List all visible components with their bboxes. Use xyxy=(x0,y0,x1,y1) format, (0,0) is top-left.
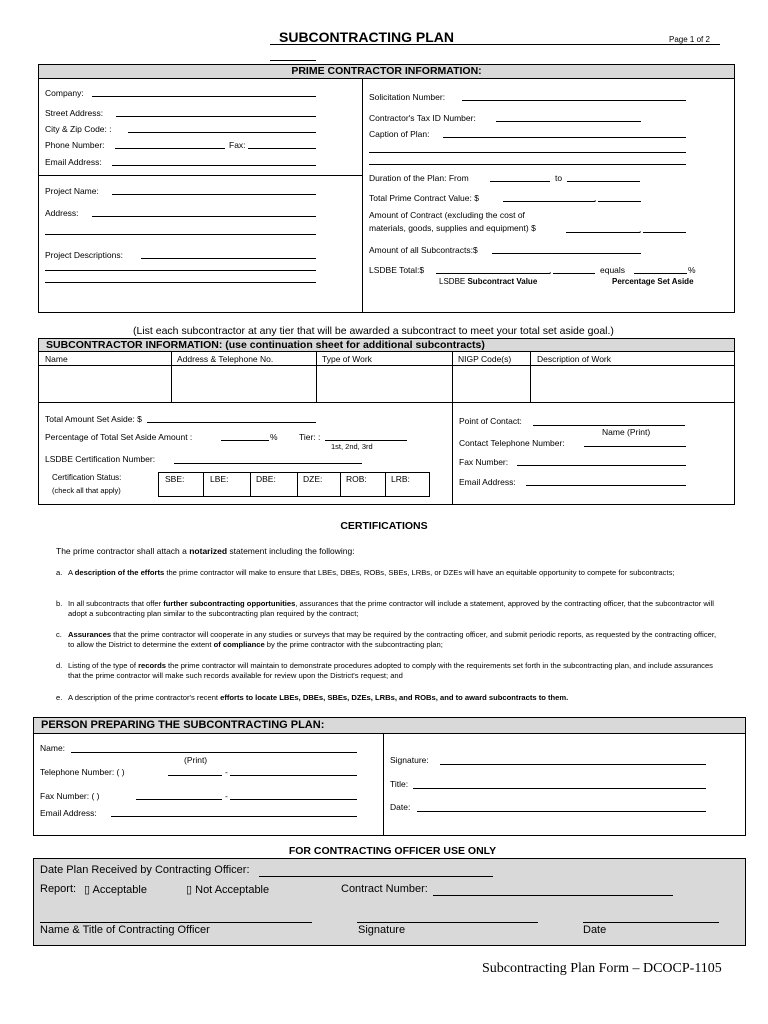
cert-b-post: , assurances that the prime contractor will include a statement, approved by the contracting officer, that the subcontractor will adopt a subcontracting plan similar to the subcontracting plan required by the contract; xyxy=(68,599,714,618)
sub-fax-field[interactable] xyxy=(517,465,686,466)
cert-a-post: the prime contractor will make to ensure that LBEs, DBEs, ROBs, SBEs, LRBs, or DZEs will have an equitable opportunity to compete for subcontracts; xyxy=(164,568,675,577)
percent-sign: % xyxy=(688,265,696,275)
fax-label: Fax: xyxy=(229,140,246,150)
cert-div-4 xyxy=(340,472,341,497)
not-acceptable-box-icon[interactable]: ▯ xyxy=(186,884,193,896)
amount-comma: , xyxy=(639,224,642,234)
city-field[interactable] xyxy=(128,132,316,133)
email-label: Email Address: xyxy=(45,157,102,167)
cert-a-pre: A xyxy=(68,568,75,577)
col-nigp: NIGP Code(s) xyxy=(458,354,512,364)
cert-rob[interactable]: ROB: xyxy=(346,474,367,484)
preparer-fax-field[interactable] xyxy=(230,799,357,800)
fax-field[interactable] xyxy=(248,148,316,149)
officer-signature-caption: Signature xyxy=(358,924,406,936)
name-print-caption: Name (Print) xyxy=(602,427,651,437)
sub-header-line xyxy=(38,365,735,366)
preparer-title-field[interactable] xyxy=(413,788,706,789)
cert-d-bold: records xyxy=(138,661,166,670)
preparer-date-label: Date: xyxy=(390,802,411,812)
officer-name-line[interactable] xyxy=(40,922,312,923)
preparer-phone-field[interactable] xyxy=(230,775,357,776)
cert-div-5 xyxy=(385,472,386,497)
phone-field[interactable] xyxy=(115,148,225,149)
preparer-divider xyxy=(383,734,384,836)
lsdbe-cert-field[interactable] xyxy=(174,463,362,464)
preparer-print-caption: (Print) xyxy=(184,755,208,765)
cert-letter-a: a. xyxy=(56,568,63,577)
col-type: Type of Work xyxy=(322,354,372,364)
sub-row-line xyxy=(38,402,735,403)
prime-divider xyxy=(362,79,363,313)
project-desc-field[interactable] xyxy=(141,258,316,259)
cert-item-e xyxy=(56,693,718,703)
date-received-label: Date Plan Received by Contracting Officer: xyxy=(40,864,250,876)
officer-date-caption: Date xyxy=(583,924,607,936)
project-name-label: Project Name: xyxy=(45,186,99,196)
all-subs-field[interactable] xyxy=(492,253,641,254)
tier-options: 1st, 2nd, 3rd xyxy=(331,442,373,451)
prime-left-divider xyxy=(38,175,362,176)
lsdbe-total-field[interactable] xyxy=(436,273,550,274)
subcontractor-band xyxy=(38,338,735,352)
amount-field[interactable] xyxy=(566,232,640,233)
caption-label: Caption of Plan: xyxy=(369,129,430,139)
cert-intro-pre: The prime contractor shall attach a xyxy=(56,546,190,556)
sub-value-label: Subcontract Value xyxy=(467,277,538,286)
preparer-phone-dash: - xyxy=(225,767,228,777)
total-prime-cents[interactable] xyxy=(598,201,641,202)
lsdbe-total-comma: , xyxy=(549,265,552,275)
project-name-field[interactable] xyxy=(112,194,316,195)
cert-item-c xyxy=(56,630,718,650)
contract-number-label: Contract Number: xyxy=(341,883,428,895)
preparer-email-label: Email Address: xyxy=(40,808,97,818)
phone-label: Phone Number: xyxy=(45,140,105,150)
contact-phone-label: Contact Telephone Number: xyxy=(459,438,565,448)
project-desc-field-3[interactable] xyxy=(45,282,316,283)
total-prime-comma: , xyxy=(594,193,597,203)
city-label: City & Zip Code: : xyxy=(45,124,112,134)
instruction-text: (List each subcontractor at any tier that will be awarded a subcontract to meet your total set aside goal.) xyxy=(133,325,614,337)
preparer-band xyxy=(33,717,746,734)
cert-letter-d: d. xyxy=(56,661,63,670)
tax-id-label: Contractor's Tax ID Number: xyxy=(369,113,476,123)
address-field[interactable] xyxy=(92,216,316,217)
tax-id-field[interactable] xyxy=(496,121,641,122)
address-label: Address: xyxy=(45,208,79,218)
tier-field[interactable] xyxy=(325,440,407,441)
sub-email-field[interactable] xyxy=(526,485,686,486)
form-footer: Subcontracting Plan Form – DCOCP-1105 xyxy=(482,961,722,976)
contract-number-field[interactable] xyxy=(433,895,673,896)
cert-b-bold: further subcontracting opportunities xyxy=(163,599,296,608)
sub-email-label: Email Address: xyxy=(459,477,516,487)
cert-div-1 xyxy=(203,472,204,497)
total-prime-field[interactable] xyxy=(503,201,595,202)
amount-cents[interactable] xyxy=(643,232,686,233)
pct-total-field[interactable] xyxy=(221,440,269,441)
preparer-phone-area[interactable] xyxy=(168,775,222,776)
officer-signature-line[interactable] xyxy=(357,922,538,923)
project-desc-field-2[interactable] xyxy=(45,270,316,271)
contact-phone-field[interactable] xyxy=(584,446,686,447)
poc-label: Point of Contact: xyxy=(459,416,522,426)
preparer-fax-area[interactable] xyxy=(136,799,222,800)
project-desc-label: Project Descriptions: xyxy=(45,250,123,260)
percent-field[interactable] xyxy=(634,273,687,274)
pct-set-aside-caption: Percentage Set Aside xyxy=(612,277,694,286)
lsdbe-total-cents[interactable] xyxy=(553,273,595,274)
preparer-section xyxy=(33,717,746,836)
not-acceptable-label: Not Acceptable xyxy=(195,884,270,896)
cert-lbe[interactable]: LBE: xyxy=(210,474,229,484)
officer-heading: FOR CONTRACTING OFFICER USE ONLY xyxy=(288,845,497,857)
lsdbe-prefix: LSDBE xyxy=(439,277,466,286)
cert-c-post2: by the prime contractor with the subcontracting plan; xyxy=(264,640,443,649)
solicitation-field[interactable] xyxy=(462,100,686,101)
caption-field[interactable] xyxy=(443,137,686,138)
cert-intro-bold: notarized xyxy=(189,546,228,556)
company-label: Company: xyxy=(45,88,84,98)
amount-label-1: Amount of Contract (excluding the cost of xyxy=(369,210,525,220)
cert-a-bold: description of the efforts xyxy=(74,568,165,577)
preparer-fax-dash: - xyxy=(225,791,228,801)
address-field-2[interactable] xyxy=(45,234,316,235)
cert-letter-c: c. xyxy=(56,630,62,639)
officer-date-line[interactable] xyxy=(583,922,719,923)
cert-dze[interactable]: DZE: xyxy=(303,474,323,484)
sub-col-3 xyxy=(452,352,453,505)
cert-sbe[interactable]: SBE: xyxy=(165,474,185,484)
prime-contractor-band xyxy=(38,64,735,79)
duration-from-field[interactable] xyxy=(490,181,550,182)
cert-c-bold: Assurances xyxy=(68,630,112,639)
cert-item-a xyxy=(56,568,718,578)
cert-c-post: that the prime contractor will cooperate in any studies or surveys that may be required by the contracting officer, and submit periodic reports, as requested by the contracting officer, to allow the District to determine the extent xyxy=(68,630,717,649)
col-address: Address & Telephone No. xyxy=(177,354,274,364)
date-received-field[interactable] xyxy=(259,876,493,877)
not-acceptable-checkbox[interactable] xyxy=(186,883,269,896)
col-description: Description of Work xyxy=(537,354,612,364)
cert-e-bold: efforts to locate LBEs, DBEs, SBEs, DZEs, LRBs, and ROBs, and to award subcontracts to them. xyxy=(220,693,569,702)
sub-col-1 xyxy=(171,352,172,402)
title-underline-2 xyxy=(270,60,316,61)
sub-col-2 xyxy=(316,352,317,402)
total-set-aside-label: Total Amount Set Aside: $ xyxy=(45,414,142,424)
solicitation-label: Solicitation Number: xyxy=(369,92,446,102)
officer-name-caption: Name & Title of Contracting Officer xyxy=(40,924,210,936)
preparer-fax-label: Fax Number: ( ) xyxy=(40,791,100,801)
preparer-name-field[interactable] xyxy=(71,752,357,753)
cert-letter-e: e. xyxy=(56,693,63,702)
pct-total-sign: % xyxy=(270,432,278,442)
duration-to-field[interactable] xyxy=(567,181,640,182)
cert-d-post: the prime contractor will maintain to demonstrate procedures adopted to comply with the requirements set forth in the subcontracting plan, and include assurances that the prime contractor will make such records available for review upon the District's request; and xyxy=(68,661,713,680)
col-name: Name xyxy=(45,354,68,364)
cert-c-bold2: of compliance xyxy=(213,640,265,649)
caption-field-2[interactable] xyxy=(369,152,686,153)
title-underline xyxy=(270,44,720,45)
lsdbe-total-label: LSDBE Total:$ xyxy=(369,265,425,275)
street-label: Street Address: xyxy=(45,108,104,118)
preparer-title-label: Title: xyxy=(390,779,409,789)
lsdbe-sub-value-caption xyxy=(439,277,537,286)
cert-b-pre: In all subcontracts that offer xyxy=(68,599,164,608)
street-field[interactable] xyxy=(116,116,316,117)
page-number: Page 1 of 2 xyxy=(669,35,710,44)
all-subs-label: Amount of all Subcontracts:$ xyxy=(369,245,478,255)
preparer-phone-label: Telephone Number: ( ) xyxy=(40,767,125,777)
prime-contractor-heading: PRIME CONTRACTOR INFORMATION: xyxy=(291,65,482,77)
total-set-aside-field[interactable] xyxy=(147,422,316,423)
poc-field[interactable] xyxy=(533,425,685,426)
preparer-date-field[interactable] xyxy=(417,811,706,812)
preparer-email-field[interactable] xyxy=(111,816,357,817)
acceptable-box-icon[interactable]: ▯ xyxy=(84,884,91,896)
cert-div-3 xyxy=(297,472,298,497)
company-field[interactable] xyxy=(92,96,316,97)
preparer-name-label: Name: xyxy=(40,743,66,753)
report-label: Report: xyxy=(40,883,77,895)
duration-to-label: to xyxy=(555,173,563,183)
lsdbe-cert-label: LSDBE Certification Number: xyxy=(45,454,156,464)
cert-status-boxes xyxy=(158,472,430,497)
tier-label: Tier: : xyxy=(299,432,321,442)
amount-label-2: materials, goods, supplies and equipment) $ xyxy=(369,223,536,233)
duration-label: Duration of the Plan: From xyxy=(369,173,469,183)
pct-total-label: Percentage of Total Set Aside Amount : xyxy=(45,432,193,442)
cert-item-b xyxy=(56,599,718,619)
page-title: SUBCONTRACTING PLAN xyxy=(279,29,454,45)
cert-dbe[interactable]: DBE: xyxy=(256,474,276,484)
preparer-signature-field[interactable] xyxy=(440,764,706,765)
certifications-title: CERTIFICATIONS xyxy=(340,520,428,532)
caption-field-3[interactable] xyxy=(369,164,686,165)
total-prime-label: Total Prime Contract Value: $ xyxy=(369,193,479,203)
preparer-signature-label: Signature: xyxy=(390,755,429,765)
cert-lrb[interactable]: LRB: xyxy=(391,474,410,484)
cert-intro-post: statement including the following: xyxy=(227,546,355,556)
equals-label: equals xyxy=(600,265,626,275)
cert-status-label: Certification Status: xyxy=(52,473,122,482)
check-all-label: (check all that apply) xyxy=(52,486,121,495)
email-field[interactable] xyxy=(112,165,316,166)
sub-col-4 xyxy=(530,352,531,402)
cert-div-2 xyxy=(250,472,251,497)
acceptable-checkbox[interactable] xyxy=(84,883,147,896)
cert-item-d xyxy=(56,661,718,681)
preparer-heading: PERSON PREPARING THE SUBCONTRACTING PLAN: xyxy=(41,719,325,731)
cert-d-pre: Listing of the type of xyxy=(68,661,139,670)
acceptable-label: Acceptable xyxy=(92,884,147,896)
sub-fax-label: Fax Number: xyxy=(459,457,509,467)
cert-e-pre: A description of the prime contractor's recent xyxy=(68,693,221,702)
subcontractor-heading: SUBCONTRACTOR INFORMATION: (use continuation sheet for additional subcontracts) xyxy=(46,339,485,351)
cert-intro xyxy=(56,546,355,556)
cert-letter-b: b. xyxy=(56,599,63,608)
